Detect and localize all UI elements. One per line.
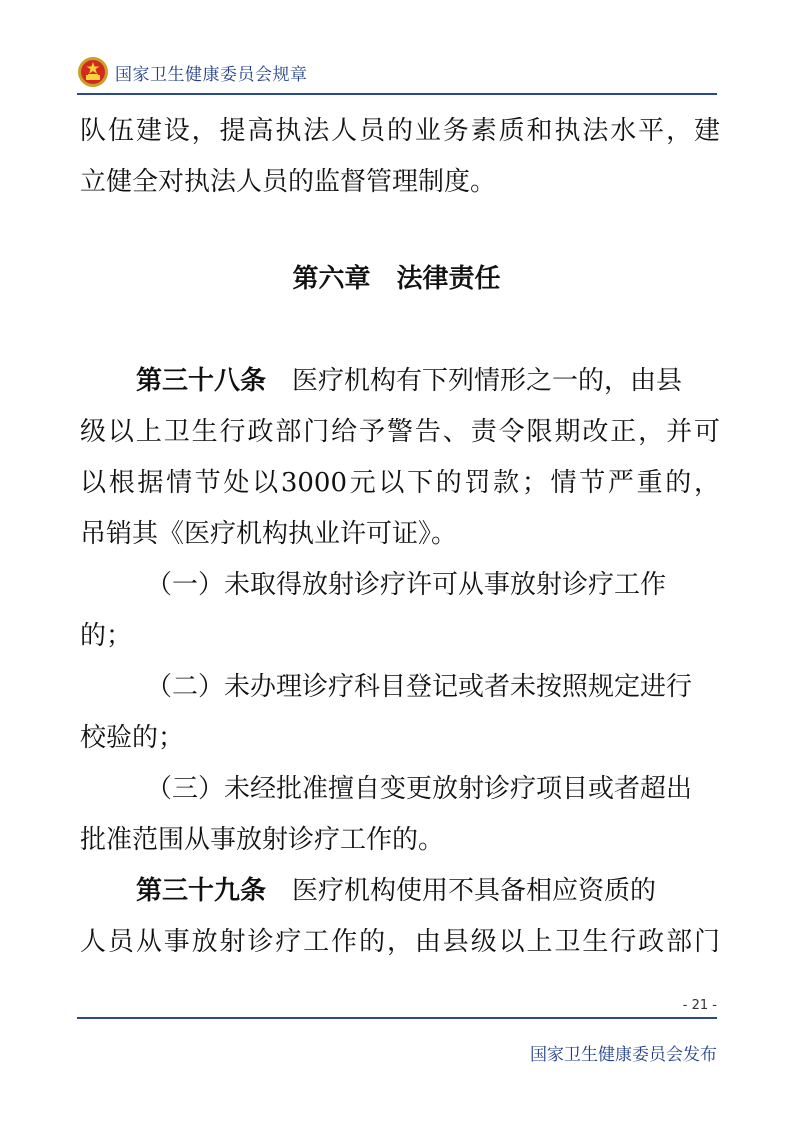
article-39-first-line <box>80 866 720 916</box>
page-header <box>77 54 308 90</box>
paragraph-line: 人员从事放射诊疗工作的，由县级以上卫生行政部门 <box>80 927 720 957</box>
paragraph-line: 以根据情节处以3000元以下的罚款；情节严重的， <box>80 468 720 498</box>
list-item-2: （二）未办理诊疗科目登记或者未按照规定进行 <box>146 672 693 702</box>
article-38-text: 医疗机构有下列情形之一的，由县 <box>292 366 683 396</box>
article-38-label: 第三十八条 <box>136 366 267 396</box>
list-item-1: （一）未取得放射诊疗许可从事放射诊疗工作 <box>146 570 667 600</box>
paragraph-line: 级以上卫生行政部门给予警告、责令限期改正，并可 <box>80 417 720 447</box>
header-title: 国家卫生健康委员会规章 <box>115 64 308 85</box>
paragraph-line: 队伍建设，提高执法人员的业务素质和执法水平，建 <box>80 116 720 146</box>
paragraph-line: 校验的； <box>80 723 185 753</box>
list-item-3: （三）未经批准擅自变更放射诊疗项目或者超出 <box>146 774 693 804</box>
paragraph-line: 立健全对执法人员的监督管理制度。 <box>80 167 497 197</box>
paragraph-line: 批准范围从事放射诊疗工作的。 <box>80 825 445 855</box>
paragraph-line: 的； <box>80 621 133 651</box>
header-divider <box>77 93 717 95</box>
paragraph-line: 吊销其《医疗机构执业许可证》。 <box>80 519 458 549</box>
article-39-text: 医疗机构使用不具备相应资质的 <box>292 876 657 906</box>
chapter-title: 第六章 法律责任 <box>292 264 501 294</box>
page-number: - 21 - <box>682 998 717 1013</box>
footer-divider <box>77 1017 717 1019</box>
article-38-first-line <box>80 356 720 406</box>
national-emblem-icon <box>77 56 109 88</box>
footer-publisher: 国家卫生健康委员会发布 <box>530 1045 717 1065</box>
article-39-label: 第三十九条 <box>136 876 267 906</box>
